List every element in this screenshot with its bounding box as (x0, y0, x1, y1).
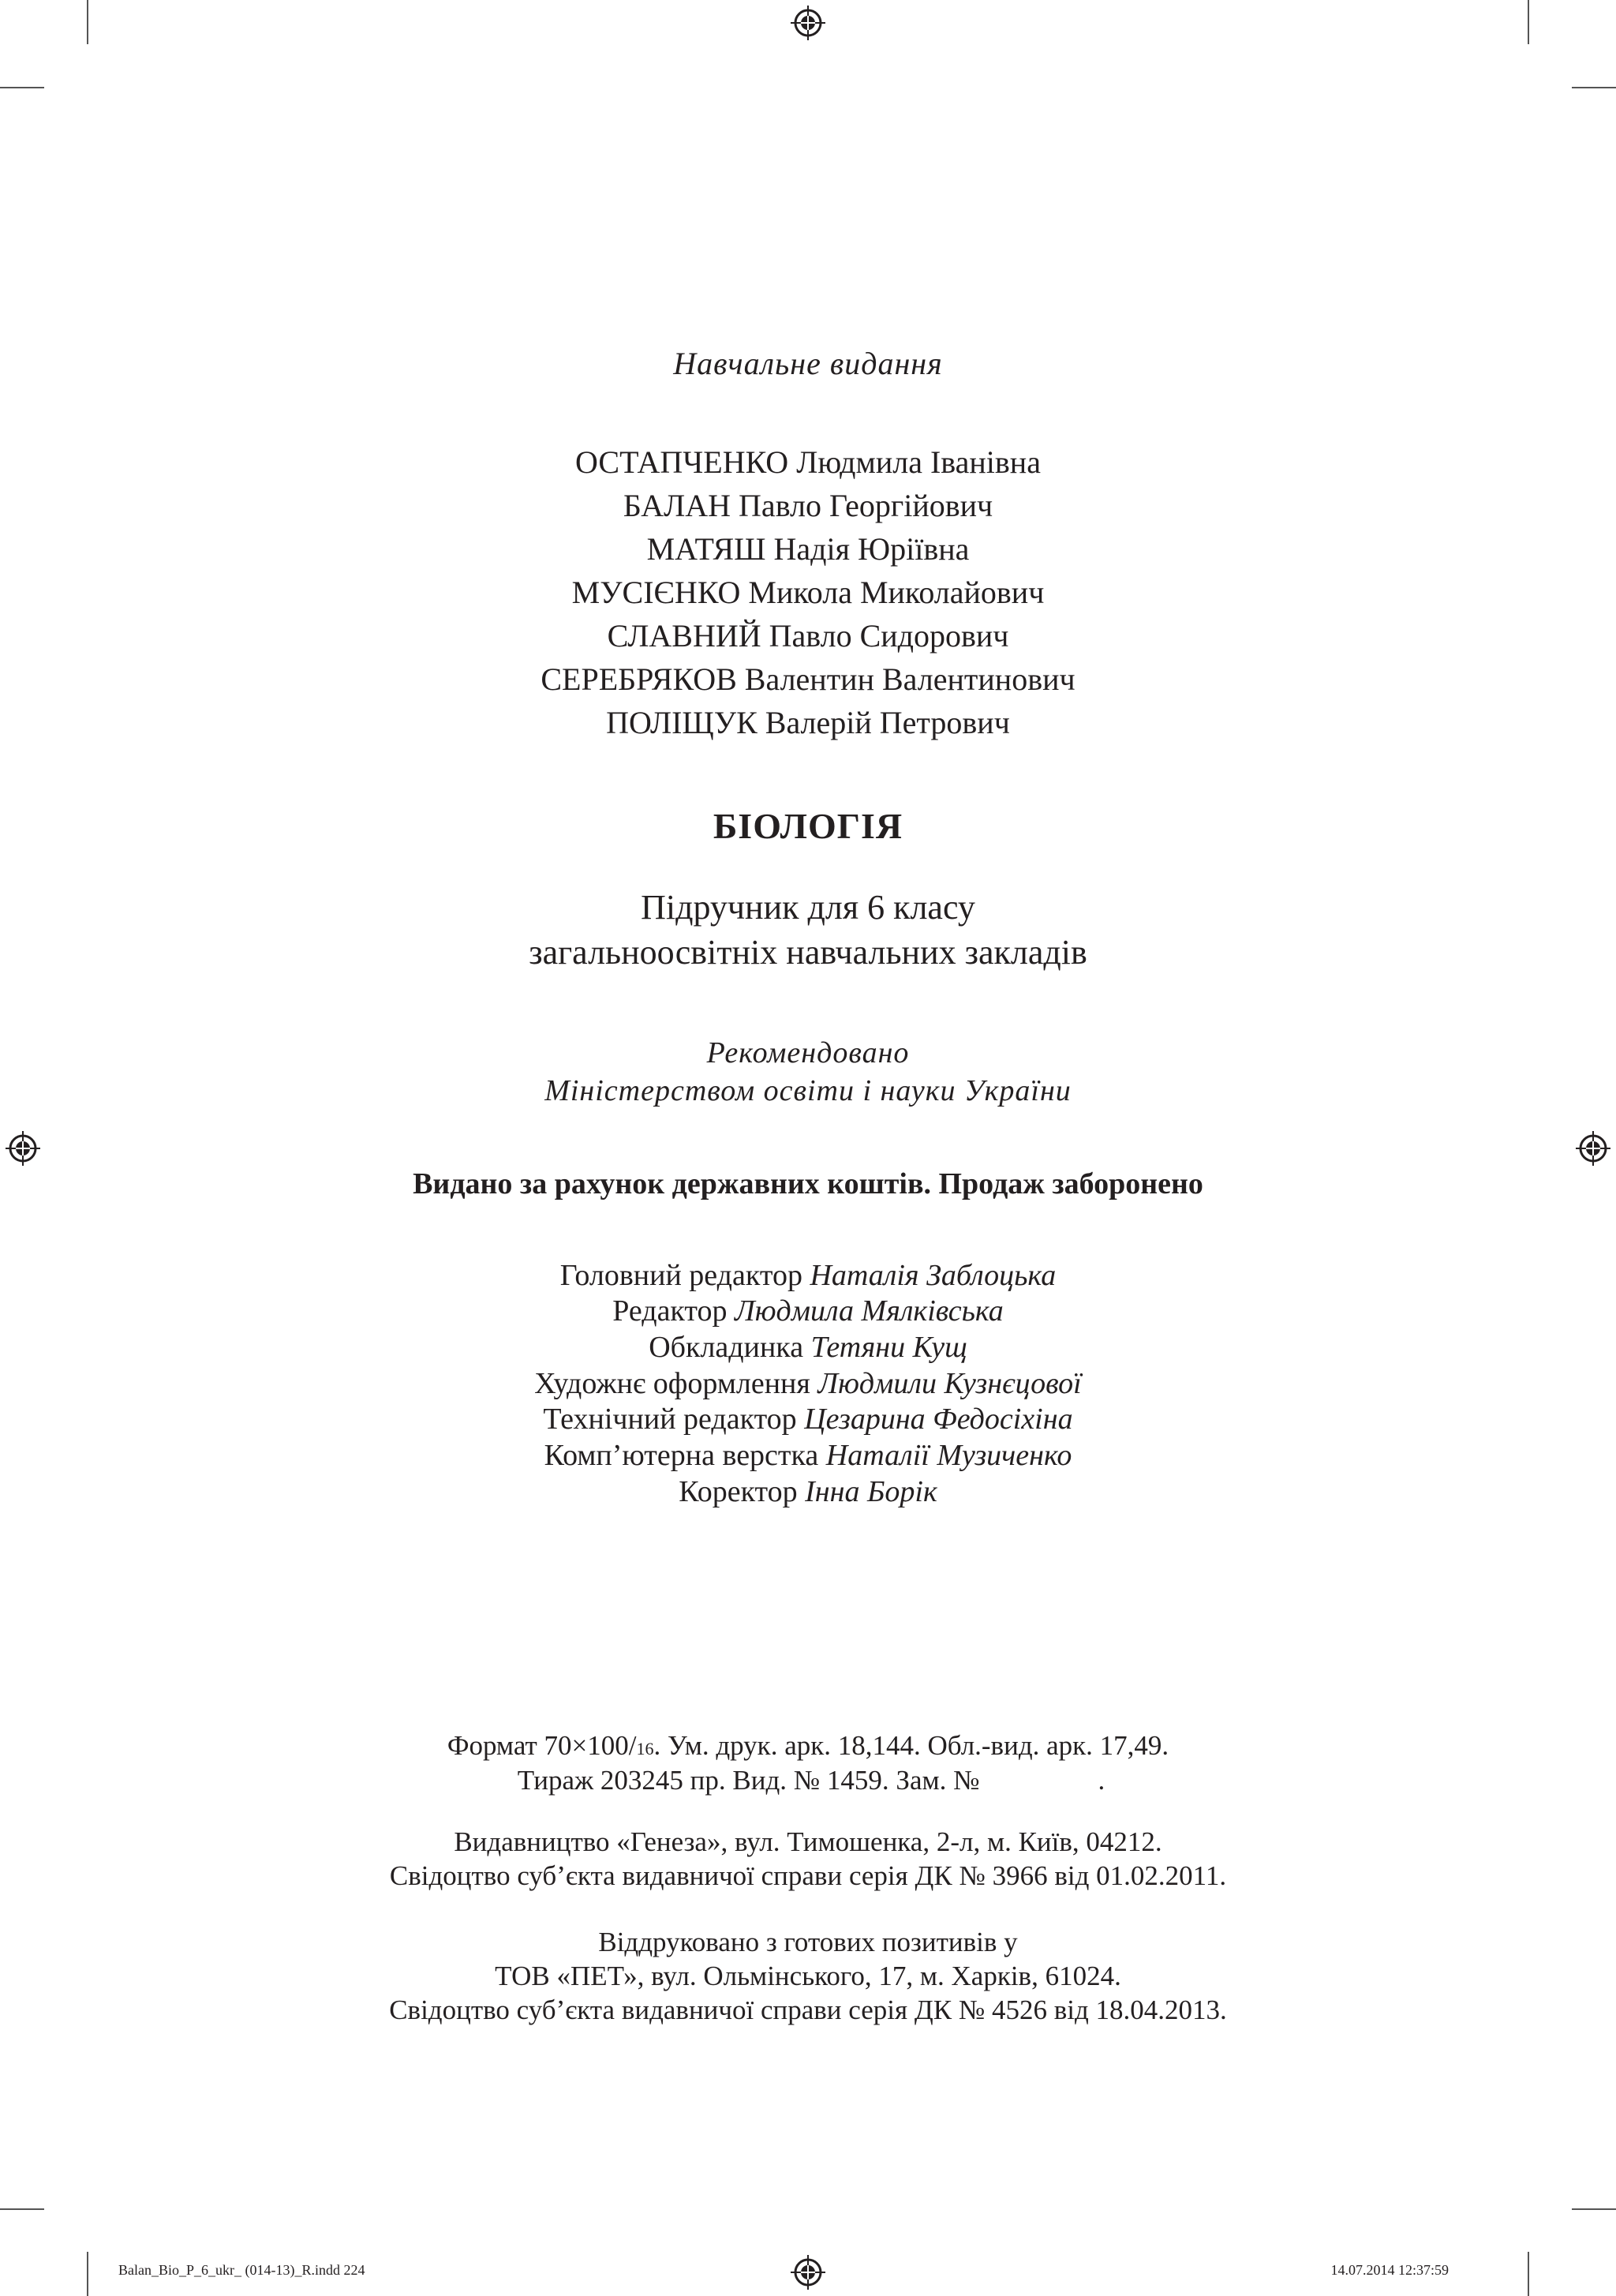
edition-type: Навчальне видання (673, 346, 943, 381)
recommendation-line2: Міністерством освіти і науки України (544, 1074, 1072, 1107)
slug-datetime: 14.07.2014 12:37:59 (1330, 2262, 1449, 2278)
author-name: Павло Сидорович (769, 618, 1009, 654)
author-surname: СЕРЕБРЯКОВ (541, 661, 737, 697)
credit-role: Редактор (612, 1294, 728, 1328)
slug-file-name: Balan_Bio_P_6_ukr_ (014-13)_R.indd 224 (118, 2262, 365, 2278)
author-line (0, 444, 1616, 480)
credit-person: Людмила Мялківська (735, 1294, 1004, 1328)
publisher-certificate: Свідоцтво суб’єкта видавничої справи серія ДК № 3966 від 01.02.2011. (389, 1860, 1227, 1891)
credit-person: Наталії Музиченко (825, 1439, 1072, 1472)
credit-line (0, 1296, 1616, 1326)
credit-line (0, 1477, 1616, 1507)
author-surname: БАЛАН (623, 488, 731, 523)
registration-target-icon (5, 1130, 41, 1167)
author-name: Валерій Петрович (765, 705, 1010, 740)
format-fraction: 16 (636, 1739, 654, 1759)
author-name: Павло Георгійович (739, 488, 993, 523)
circulation-text: Тираж 203245 пр. Вид. № 1459. Зам. № (517, 1765, 980, 1796)
circulation-end: . (1098, 1765, 1105, 1796)
author-name: Надія Юріївна (773, 531, 970, 567)
credit-line (0, 1369, 1616, 1399)
crop-mark-right-bottom (1572, 2208, 1616, 2210)
registration-target-icon (790, 2254, 826, 2290)
author-surname: МАТЯШ (646, 531, 766, 567)
circulation-line (0, 1766, 1616, 1794)
author-surname: ОСТАПЧЕНКО (575, 444, 789, 480)
book-subtitle-line1: Підручник для 6 класу (641, 888, 975, 927)
format-line (0, 1732, 1616, 1759)
credit-role: Комп’ютерна верстка (544, 1439, 819, 1472)
credit-role: Технічний редактор (543, 1403, 797, 1436)
credit-role: Коректор (679, 1475, 798, 1508)
credit-person: Наталія Заблоцька (810, 1259, 1057, 1292)
author-surname: СЛАВНИЙ (607, 618, 761, 654)
book-subtitle-line2: загальноосвітніх навчальних закладів (529, 933, 1087, 972)
credit-line (0, 1260, 1616, 1290)
credit-line (0, 1440, 1616, 1470)
credit-person: Цезарина Федосіхіна (804, 1403, 1073, 1436)
credit-line (0, 1404, 1616, 1434)
credit-person: Інна Борік (805, 1475, 937, 1508)
registration-target-icon (1575, 1130, 1611, 1167)
credit-person: Людмили Кузнєцової (817, 1367, 1082, 1400)
crop-mark-left-top (0, 87, 44, 88)
printer-certificate: Свідоцтво суб’єкта видавничої справи серія ДК № 4526 від 18.04.2013. (389, 1994, 1227, 2025)
book-title: БІОЛОГІЯ (713, 806, 903, 846)
author-line (0, 490, 1616, 522)
crop-mark-top-right (1528, 0, 1529, 44)
author-line (0, 531, 1616, 567)
crop-mark-top-left (87, 0, 88, 44)
author-name: Валентин Валентинович (744, 661, 1075, 697)
crop-mark-bottom-right (1528, 2252, 1529, 2296)
printer-line2: ТОВ «ПЕТ», вул. Ольмінського, 17, м. Харків, 61024. (495, 1961, 1121, 1991)
author-line (0, 707, 1616, 739)
format-rest: . Ум. друк. арк. 18,144. Обл.-вид. арк. 17,49. (653, 1730, 1169, 1761)
credit-role: Обкладинка (649, 1331, 804, 1364)
publisher-address: Видавництво «Генеза», вул. Тимошенка, 2-л, м. Київ, 04212. (454, 1826, 1162, 1857)
credit-line (0, 1332, 1616, 1362)
credit-person: Тетяни Кущ (810, 1331, 967, 1364)
crop-mark-left-bottom (0, 2208, 44, 2210)
distribution-notice: Видано за рахунок державних коштів. Продаж заборонено (413, 1167, 1203, 1200)
author-line (0, 661, 1616, 697)
author-line (0, 577, 1616, 609)
credit-role: Головний редактор (559, 1259, 802, 1292)
registration-target-icon (790, 5, 826, 41)
format-prefix: Формат 70×100/ (447, 1730, 637, 1761)
author-name: Людмила Іванівна (796, 444, 1041, 480)
author-surname: ПОЛІЩУК (606, 705, 758, 740)
credit-role: Художнє оформлення (534, 1367, 810, 1400)
crop-mark-right-top (1572, 87, 1616, 88)
recommendation-line1: Рекомендовано (706, 1036, 910, 1069)
printer-line1: Віддруковано з готових позитивів у (598, 1927, 1018, 1957)
author-surname: МУСІЄНКО (571, 575, 741, 610)
author-name: Микола Миколайович (748, 575, 1045, 610)
author-line (0, 620, 1616, 652)
crop-mark-bottom-left (87, 2252, 88, 2296)
